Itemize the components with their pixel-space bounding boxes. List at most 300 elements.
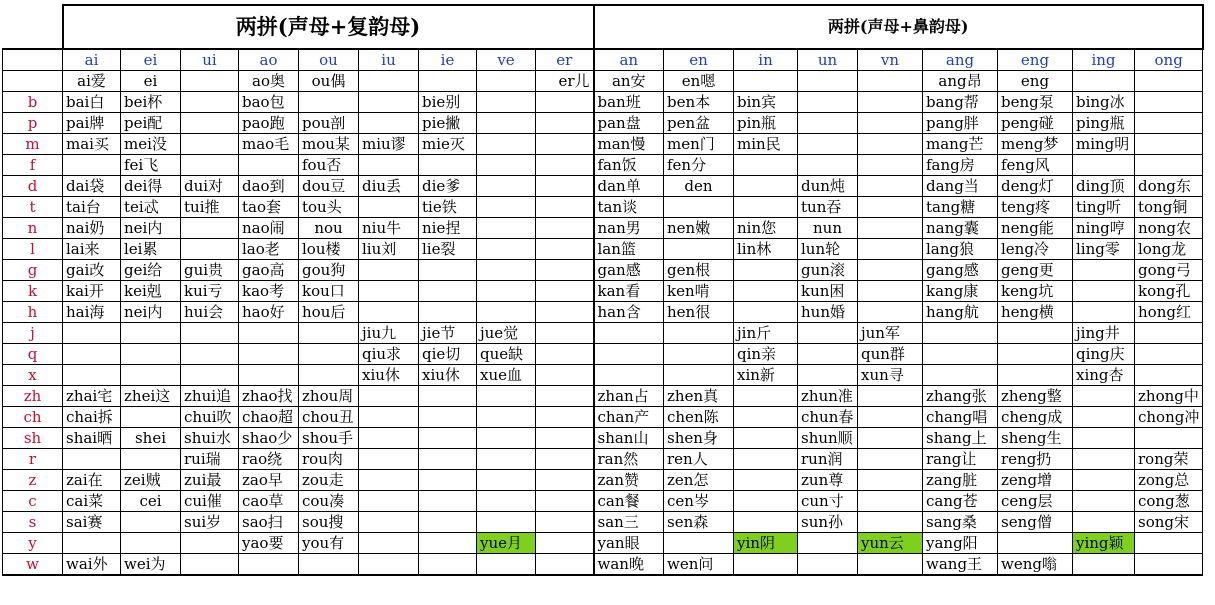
syllable-cell: ling零 [1073, 239, 1135, 260]
syllable-cell [359, 302, 419, 323]
syllable-cell: leng冷 [998, 239, 1073, 260]
syllable-cell: dong东 [1135, 176, 1203, 197]
syllable-cell: heng横 [998, 302, 1073, 323]
syllable-cell [1073, 386, 1135, 407]
syllable-cell [734, 155, 798, 176]
syllable-cell: ken啃 [664, 281, 734, 302]
syllable-cell: hun婚 [798, 302, 858, 323]
syllable-cell [1073, 491, 1135, 512]
final-header-ve: ve [477, 49, 536, 71]
syllable-cell: die爹 [419, 176, 477, 197]
syllable-cell [239, 155, 299, 176]
syllable-cell: zhong中 [1135, 386, 1203, 407]
syllable-cell [858, 554, 923, 576]
syllable-cell: chou丑 [299, 407, 359, 428]
syllable-cell: mei没 [121, 134, 181, 155]
syllable-cell [477, 491, 536, 512]
syllable-cell: zhei这 [121, 386, 181, 407]
syllable-cell: rui瑞 [181, 449, 239, 470]
syllable-cell [1073, 554, 1135, 576]
syllable-cell: fang房 [923, 155, 998, 176]
standalone-cell: ang昂 [923, 71, 998, 92]
syllable-cell: tang糖 [923, 197, 998, 218]
syllable-cell [858, 470, 923, 491]
syllable-cell: ding顶 [1073, 176, 1135, 197]
table-row [3, 449, 1203, 470]
syllable-cell [664, 533, 734, 554]
syllable-cell [798, 344, 858, 365]
syllable-cell: wen问 [664, 554, 734, 576]
syllable-cell [359, 386, 419, 407]
syllable-cell: kou口 [299, 281, 359, 302]
syllable-cell: sou搜 [299, 512, 359, 533]
syllable-cell: qie切 [419, 344, 477, 365]
syllable-cell [858, 449, 923, 470]
table-body [3, 49, 1203, 575]
syllable-cell: xue血 [477, 365, 536, 386]
syllable-cell [477, 260, 536, 281]
syllable-cell: diu丢 [359, 176, 419, 197]
syllable-cell: hen很 [664, 302, 734, 323]
syllable-cell [858, 407, 923, 428]
syllable-cell [798, 365, 858, 386]
syllable-cell [858, 134, 923, 155]
syllable-cell: bao包 [239, 92, 299, 113]
syllable-cell: sun孙 [798, 512, 858, 533]
syllable-cell: kui亏 [181, 281, 239, 302]
syllable-cell [299, 554, 359, 576]
syllable-cell: bin宾 [734, 92, 798, 113]
syllable-cell [536, 428, 594, 449]
nasal-finals-title: 两拼(声母+鼻韵母) [594, 5, 1203, 49]
syllable-cell [734, 449, 798, 470]
syllable-cell: nan男 [594, 218, 664, 239]
syllable-cell [1135, 323, 1203, 344]
syllable-cell [734, 407, 798, 428]
syllable-cell: lun轮 [798, 239, 858, 260]
syllable-cell [734, 470, 798, 491]
syllable-cell: gong弓 [1135, 260, 1203, 281]
syllable-cell: cao草 [239, 491, 299, 512]
syllable-cell [536, 365, 594, 386]
initial-c: c [3, 491, 63, 512]
final-header-ai: ai [63, 49, 121, 71]
final-header-ie: ie [419, 49, 477, 71]
syllable-cell [1073, 407, 1135, 428]
syllable-cell [419, 281, 477, 302]
syllable-cell [299, 92, 359, 113]
syllable-cell [1135, 155, 1203, 176]
syllable-cell [359, 512, 419, 533]
syllable-cell: ban班 [594, 92, 664, 113]
syllable-cell: yang阳 [923, 533, 998, 554]
syllable-cell: wan晚 [594, 554, 664, 576]
table-row [3, 554, 1203, 576]
standalone-cell [1135, 71, 1203, 92]
syllable-cell: mao毛 [239, 134, 299, 155]
syllable-cell: zang脏 [923, 470, 998, 491]
syllable-cell: shai晒 [63, 428, 121, 449]
syllable-cell [239, 554, 299, 576]
syllable-cell: niu牛 [359, 218, 419, 239]
initial-b: b [3, 92, 63, 113]
syllable-cell [181, 113, 239, 134]
syllable-cell: weng嗡 [998, 554, 1073, 576]
syllable-cell: sai赛 [63, 512, 121, 533]
syllable-cell [858, 176, 923, 197]
syllable-cell [477, 449, 536, 470]
syllable-cell [181, 155, 239, 176]
syllable-cell [419, 155, 477, 176]
syllable-cell [536, 260, 594, 281]
syllable-cell: kun困 [798, 281, 858, 302]
syllable-cell [923, 365, 998, 386]
syllable-cell: yue月 [477, 533, 536, 554]
syllable-cell [1135, 365, 1203, 386]
table-row [3, 512, 1203, 533]
syllable-cell: cou凑 [299, 491, 359, 512]
syllable-cell [734, 176, 798, 197]
syllable-cell [734, 302, 798, 323]
syllable-cell: cen岑 [664, 491, 734, 512]
standalone-cell [1073, 71, 1135, 92]
syllable-cell: dang当 [923, 176, 998, 197]
syllable-cell: pou剖 [299, 113, 359, 134]
syllable-cell: pai牌 [63, 113, 121, 134]
syllable-cell: lie裂 [419, 239, 477, 260]
syllable-cell: nei内 [121, 218, 181, 239]
syllable-cell [121, 512, 181, 533]
syllable-cell: ning哼 [1073, 218, 1135, 239]
syllable-cell [419, 386, 477, 407]
syllable-cell: chong冲 [1135, 407, 1203, 428]
syllable-cell [181, 533, 239, 554]
syllable-cell [63, 344, 121, 365]
syllable-cell [1073, 260, 1135, 281]
standalone-cell [734, 71, 798, 92]
syllable-cell: ceng层 [998, 491, 1073, 512]
final-header-in: in [734, 49, 798, 71]
syllable-cell [923, 323, 998, 344]
syllable-cell: lai来 [63, 239, 121, 260]
standalone-cell [359, 71, 419, 92]
syllable-cell: jing井 [1073, 323, 1135, 344]
syllable-cell [359, 428, 419, 449]
syllable-cell: zhou周 [299, 386, 359, 407]
syllable-cell [181, 365, 239, 386]
syllable-cell [536, 197, 594, 218]
syllable-cell [477, 155, 536, 176]
syllable-cell [734, 260, 798, 281]
compound-finals-title: 两拼(声母+复韵母) [63, 5, 594, 49]
syllable-cell: you有 [299, 533, 359, 554]
syllable-cell [858, 260, 923, 281]
syllable-cell: hong红 [1135, 302, 1203, 323]
syllable-cell: man慢 [594, 134, 664, 155]
standalone-cell: ou偶 [299, 71, 359, 92]
syllable-cell [858, 302, 923, 323]
syllable-cell: kai开 [63, 281, 121, 302]
syllable-cell: ping瓶 [1073, 113, 1135, 134]
initial-k: k [3, 281, 63, 302]
syllable-cell: tun吞 [798, 197, 858, 218]
table-row [3, 239, 1203, 260]
syllable-cell [359, 260, 419, 281]
syllable-cell: yin阴 [734, 533, 798, 554]
initial-p: p [3, 113, 63, 134]
syllable-cell: hou后 [299, 302, 359, 323]
final-header-un: un [798, 49, 858, 71]
syllable-cell: miu谬 [359, 134, 419, 155]
syllable-cell [1135, 428, 1203, 449]
initial-zh: zh [3, 386, 63, 407]
syllable-cell: lei累 [121, 239, 181, 260]
syllable-cell: jie节 [419, 323, 477, 344]
syllable-cell [239, 344, 299, 365]
syllable-cell: lin林 [734, 239, 798, 260]
syllable-cell [536, 344, 594, 365]
syllable-cell [998, 533, 1073, 554]
syllable-cell: can餐 [594, 491, 664, 512]
syllable-cell [798, 155, 858, 176]
syllable-cell: sheng生 [998, 428, 1073, 449]
syllable-cell: lan篮 [594, 239, 664, 260]
syllable-cell [536, 491, 594, 512]
initial-ch: ch [3, 407, 63, 428]
syllable-cell: shen身 [664, 428, 734, 449]
syllable-cell [858, 491, 923, 512]
syllable-cell [664, 239, 734, 260]
syllable-cell [536, 239, 594, 260]
syllable-cell [536, 554, 594, 576]
syllable-cell: lang狼 [923, 239, 998, 260]
syllable-cell: hang航 [923, 302, 998, 323]
syllable-cell: zhang张 [923, 386, 998, 407]
initial-g: g [3, 260, 63, 281]
syllable-cell: ying颖 [1073, 533, 1135, 554]
syllable-cell [181, 239, 239, 260]
syllable-cell: fei飞 [121, 155, 181, 176]
syllable-cell [121, 323, 181, 344]
syllable-cell: xin新 [734, 365, 798, 386]
final-header-er: er [536, 49, 594, 71]
syllable-cell: dei得 [121, 176, 181, 197]
syllable-cell [419, 491, 477, 512]
syllable-cell [1073, 449, 1135, 470]
syllable-cell [734, 512, 798, 533]
syllable-cell [477, 554, 536, 576]
final-header-ou: ou [299, 49, 359, 71]
syllable-cell: tao套 [239, 197, 299, 218]
syllable-cell: dai袋 [63, 176, 121, 197]
syllable-cell: dou豆 [299, 176, 359, 197]
standalone-cell [858, 71, 923, 92]
table-row [3, 386, 1203, 407]
syllable-cell: nun [798, 218, 858, 239]
syllable-cell [477, 302, 536, 323]
syllable-cell: nou [299, 218, 359, 239]
syllable-cell [477, 512, 536, 533]
standalone-cell: an安 [594, 71, 664, 92]
syllable-cell: tui推 [181, 197, 239, 218]
syllable-cell: song宋 [1135, 512, 1203, 533]
syllable-cell: bie别 [419, 92, 477, 113]
table-row [3, 302, 1203, 323]
syllable-cell: zhai宅 [63, 386, 121, 407]
syllable-cell [798, 323, 858, 344]
syllable-cell: zhao找 [239, 386, 299, 407]
syllable-cell: nai奶 [63, 218, 121, 239]
syllable-cell: cang苍 [923, 491, 998, 512]
syllable-cell [121, 533, 181, 554]
syllable-cell [419, 428, 477, 449]
syllable-cell: shang上 [923, 428, 998, 449]
syllable-cell: shei [121, 428, 181, 449]
syllable-cell [359, 281, 419, 302]
syllable-cell: pan盘 [594, 113, 664, 134]
syllable-cell [63, 155, 121, 176]
syllable-cell [858, 512, 923, 533]
syllable-cell [359, 449, 419, 470]
syllable-cell: zen怎 [664, 470, 734, 491]
syllable-cell [664, 323, 734, 344]
syllable-cell: cai菜 [63, 491, 121, 512]
syllable-cell: jiu九 [359, 323, 419, 344]
syllable-cell [121, 449, 181, 470]
standalone-cell [798, 71, 858, 92]
pinyin-syllable-table [2, 4, 1204, 576]
syllable-cell: gan感 [594, 260, 664, 281]
syllable-cell: wei为 [121, 554, 181, 576]
syllable-cell [858, 239, 923, 260]
syllable-cell: liu刘 [359, 239, 419, 260]
syllable-cell [798, 533, 858, 554]
syllable-cell [858, 113, 923, 134]
syllable-cell: neng能 [998, 218, 1073, 239]
title-row [3, 5, 1203, 49]
syllable-cell [536, 533, 594, 554]
syllable-cell: chun春 [798, 407, 858, 428]
syllable-cell: qun群 [858, 344, 923, 365]
syllable-cell [419, 260, 477, 281]
syllable-cell [63, 323, 121, 344]
initial-h: h [3, 302, 63, 323]
final-header-ong: ong [1135, 49, 1203, 71]
corner-cell [3, 5, 63, 49]
syllable-cell [359, 92, 419, 113]
syllable-cell: shan山 [594, 428, 664, 449]
syllable-cell: jue觉 [477, 323, 536, 344]
syllable-cell [477, 134, 536, 155]
syllable-cell [359, 533, 419, 554]
syllable-cell [477, 428, 536, 449]
syllable-cell [359, 407, 419, 428]
syllable-cell: dan单 [594, 176, 664, 197]
syllable-cell [1073, 428, 1135, 449]
finals-header-row [3, 49, 1203, 71]
syllable-cell: zhan占 [594, 386, 664, 407]
syllable-cell: wang王 [923, 554, 998, 576]
syllable-cell: teng疼 [998, 197, 1073, 218]
syllable-cell [1073, 155, 1135, 176]
table-row [3, 323, 1203, 344]
syllable-cell: chai拆 [63, 407, 121, 428]
standalone-row [3, 71, 1203, 92]
syllable-cell: gen根 [664, 260, 734, 281]
initial-t: t [3, 197, 63, 218]
syllable-cell [121, 407, 181, 428]
standalone-cell [477, 71, 536, 92]
syllable-cell: meng梦 [998, 134, 1073, 155]
syllable-cell [1135, 554, 1203, 576]
syllable-cell: cei [121, 491, 181, 512]
syllable-cell: geng更 [998, 260, 1073, 281]
syllable-cell: nao闹 [239, 218, 299, 239]
syllable-cell [734, 281, 798, 302]
table-row [3, 428, 1203, 449]
syllable-cell: nin您 [734, 218, 798, 239]
syllable-cell: tong铜 [1135, 197, 1203, 218]
syllable-cell [1135, 92, 1203, 113]
syllable-cell: den [664, 176, 734, 197]
syllable-cell [239, 365, 299, 386]
syllable-cell: dui对 [181, 176, 239, 197]
syllable-cell: zeng增 [998, 470, 1073, 491]
syllable-cell: cheng成 [998, 407, 1073, 428]
syllable-cell [63, 533, 121, 554]
syllable-cell [477, 197, 536, 218]
syllable-cell [359, 197, 419, 218]
syllable-cell: reng扔 [998, 449, 1073, 470]
initial-w: w [3, 554, 63, 576]
syllable-cell: ran然 [594, 449, 664, 470]
syllable-cell [536, 323, 594, 344]
syllable-cell [419, 533, 477, 554]
syllable-cell [477, 176, 536, 197]
syllable-cell: zheng整 [998, 386, 1073, 407]
syllable-cell: gui贵 [181, 260, 239, 281]
syllable-cell [63, 365, 121, 386]
syllable-cell [121, 365, 181, 386]
syllable-cell: yun云 [858, 533, 923, 554]
syllable-cell: nang囊 [923, 218, 998, 239]
syllable-cell: tai台 [63, 197, 121, 218]
syllable-cell: kang康 [923, 281, 998, 302]
syllable-cell: zao早 [239, 470, 299, 491]
syllable-cell: xiu休 [359, 365, 419, 386]
standalone-cell: eng [998, 71, 1073, 92]
syllable-cell: shun顺 [798, 428, 858, 449]
syllable-cell: sang桑 [923, 512, 998, 533]
syllable-cell: tan谈 [594, 197, 664, 218]
syllable-cell: deng灯 [998, 176, 1073, 197]
syllable-cell [359, 491, 419, 512]
syllable-cell [858, 218, 923, 239]
syllable-cell: jin斤 [734, 323, 798, 344]
syllable-cell [477, 113, 536, 134]
standalone-cell: en嗯 [664, 71, 734, 92]
syllable-cell: rang让 [923, 449, 998, 470]
syllable-cell [536, 302, 594, 323]
table-row [3, 134, 1203, 155]
syllable-cell [734, 428, 798, 449]
syllable-cell [536, 176, 594, 197]
initial-n: n [3, 218, 63, 239]
syllable-cell [536, 449, 594, 470]
standalone-initial [3, 71, 63, 92]
syllable-cell: peng碰 [998, 113, 1073, 134]
syllable-cell [664, 197, 734, 218]
